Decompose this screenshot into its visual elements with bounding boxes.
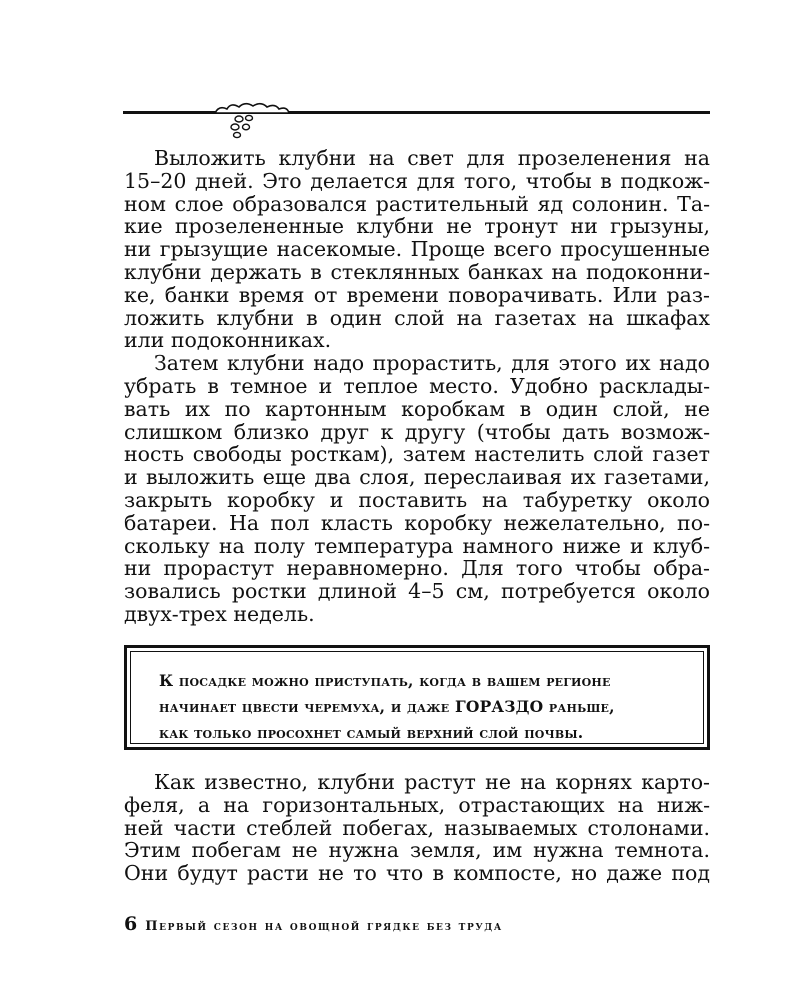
text-line: и выложить еще два слоя, переслаивая их газетами, [124, 465, 710, 490]
text-line: убрать в темное и теплое место. Удобно расклады- [124, 373, 710, 398]
text-line: Затем клубни надо прорастить, для этого их надо [154, 351, 710, 376]
callout-box [124, 645, 710, 750]
text-line: вать их по картонным коробкам в один слой, не [124, 396, 710, 421]
callout-line: К посадке можно приступать, когда в вашем регионе [159, 671, 611, 690]
text-line: Как известно, клубни растут не на корнях карто- [154, 770, 710, 794]
running-title: Первый сезон на овощной грядке без труда [145, 919, 503, 934]
page-footer [124, 913, 710, 935]
text-line: скольку на полу температура намного ниже и клуб- [124, 533, 710, 558]
text-line: ном слое образовался растительный яд солонин. Та- [124, 191, 710, 216]
text-line: Выложить клубни на свет для прозеленения на [154, 146, 710, 170]
callout-line: как только просохнет самый верхний слой почвы. [159, 723, 584, 742]
text-line: зовались ростки длиной 4–5 см, потребуется около [124, 579, 710, 604]
text-line: ней части стеблей побегах, называемых столонами. [124, 815, 710, 840]
text-line: клубни держать в стеклянных банках на подоконни- [124, 259, 710, 284]
text-line: ложить клубни в один слой на газетах на шкафах [124, 305, 710, 330]
text-line: батареи. На пол класть коробку нежелательно, по- [124, 510, 710, 535]
text-line: кие прозелененные клубни не тронут ни грызуны, [124, 214, 710, 239]
text-line: феля, а на горизонтальных, отрастающих на ниж- [124, 792, 710, 817]
text-line: слишком близко друг к другу (чтобы дать возмож- [124, 419, 710, 444]
text-line: ность свободы росткам), затем настелить слой газет [124, 442, 710, 467]
callout-line: начинает цвести черемуха, и даже ГОРАЗДО раньше, [159, 697, 615, 716]
text-line: закрыть коробку и поставить на табуретку около [124, 487, 710, 512]
potato-ornament-icon [209, 97, 295, 141]
main-text-upper [124, 147, 710, 626]
text-line: ни грызущие насекомые. Проще всего просушенные [124, 237, 710, 262]
text-line: ни прорастут неравномерно. Для того чтобы обра- [124, 556, 710, 581]
page-number: 6 [124, 913, 138, 935]
text-line: ке, банки время от времени поворачивать. Или раз- [124, 282, 710, 307]
main-text-lower [124, 771, 710, 885]
text-line: Они будут расти не то что в компосте, но даже под [124, 861, 710, 886]
text-line: 15–20 дней. Это делается для того, чтобы в подкож- [124, 168, 710, 193]
text-line: двух-трех недель. [124, 601, 315, 626]
text-line: или подоконниках. [124, 328, 332, 353]
text-line: Этим побегам не нужна земля, им нужна темнота. [124, 838, 710, 863]
callout-text [130, 651, 704, 744]
